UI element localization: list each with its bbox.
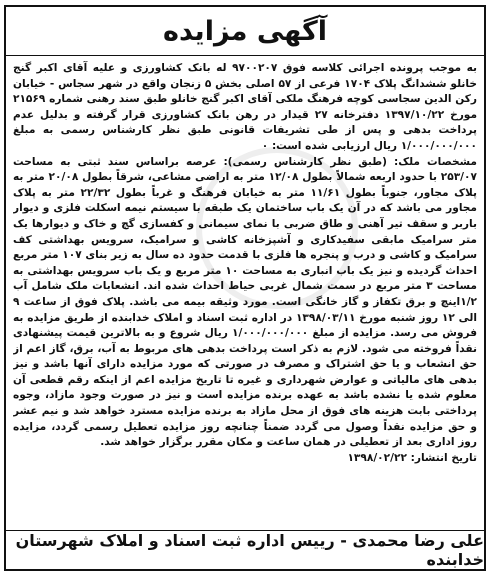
notice-body [13,61,477,527]
notice-intro: به موجب پرونده اجرائی کلاسه فوق ۹۷۰۰۲۰۷ له بانک کشاورزی و علیه آقای اکبر گنج خانلو ششدانگ پلاک ۱۷۰۴ فرعی از ۵۷ اصلی بخش ۵ زنجان واقع در شهر سجاس - خیابان رکن الدین سجاسی کوچه فرهنگ ملکی آقای اکبر گنج خانلو طبق سند رهنی شماره ۲۱۵۶۹ مورخ ۱۳۹۷/۱۰/۲۲ دفترخانه ۲۷ قیدار در رهن بانک کشاورزی قرار گرفته و بدلیل عدم پرداخت بدهی و پس از طی تشریفات قانونی طبق نظر کارشناس رسمی به مبلغ ۱/۰۰۰/۰۰۰/۰۰۰ ریال ارزیابی شده است: ۰ [13,62,477,152]
property-specifications: مشخصات ملک: (طبق نظر کارشناس رسمی): عرصه براساس سند ثبتی به مساحت ۲۵۳/۰۷ با حدود اربعه شمالاً بطول ۱۲/۰۸ متر به اراضی مشاعی، شرقاً بطول ۲۰/۰۸ متر به پلاک مجاور، جنوباً بطول ۱۱/۶۱ متر به خیابان فرهنگ و غرباً بطول ۲۲/۳۲ متر به پلاک مجاور می باشد که در آن یک باب ساختمان یک طبقه با سیستم نیمه اسکلت فلزی و دیوار باربر و سقف تیر آهنی و طاق ضربی با نمای سیمانی و کفسازی گچ و خاک و دیوارها یک متر سرامیک مابقی سفیدکاری و آشپزخانه کاشی و سرامیک، سرویس بهداشتی کف سرامیک و کاشی و درب و پنجره ها فلزی با قدمت حدود ده سال به زیر بنای ۱۰۷ متر مربع احداث گردیده و نیز یک باب انباری به مساحت ۱۰ متر مربع و یک باب سرویس بهداشتی به مساحت ۳ متر مربع در سمت شمال غربی حیاط احداث شده اند. انشعابات ملک شامل آب ۱/۲اینچ و برق تکفاز و گاز خانگی است. مورد وثیقه بیمه می باشد. پلاک فوق از ساعت ۹ الی ۱۲ روز شنبه مورخ ۱۳۹۸/۰۳/۱۱ در اداره ثبت اسناد و املاک خدابنده از طریق مزایده به فروش می رسد. مزایده از مبلغ ۱/۰۰۰/۰۰۰/۰۰۰ ریال شروع و به بالاترین قیمت پیشنهادی نقداً فروخته می شود. لازم به ذکر است پرداخت بدهی های مربوط به آب، برق، گاز اعم از حق انشعاب و یا حق اشتراک و مصرف در صورتی که مورد مزایده دارای آنها باشد و نیز بدهی های مالیاتی و عوارض شهرداری و غیره تا تاریخ مزایده اعم از اینکه رقم قطعی آن معلوم شده یا نشده باشد به عهده برنده مزایده است و نیز در صورت وجود مازاد، وجوه پرداختی بابت هزینه های فوق از محل مازاد به برنده مزایده مسترد خواهد شد و نیم عشر و حق مزایده نقداً وصول می گردد ضمناً چنانچه روز مزایده تعطیل رسمی گردد، مزایده روز اداری بعد از تعطیلی در همان ساعت و مکان مقرر برگزار خواهد شد. [13,155,477,449]
notice-title: آگهی مزایده [163,15,327,47]
signature-line: علی رضا محمدی - رییس اداره ثبت اسناد و املاک شهرستان خدابنده [15,531,484,569]
notice-frame [4,5,486,571]
title-bar [6,7,484,56]
signature-bar [6,530,484,569]
publication-date: تاریخ انتشار: ۱۳۹۸/۰۲/۲۲ [347,451,477,464]
